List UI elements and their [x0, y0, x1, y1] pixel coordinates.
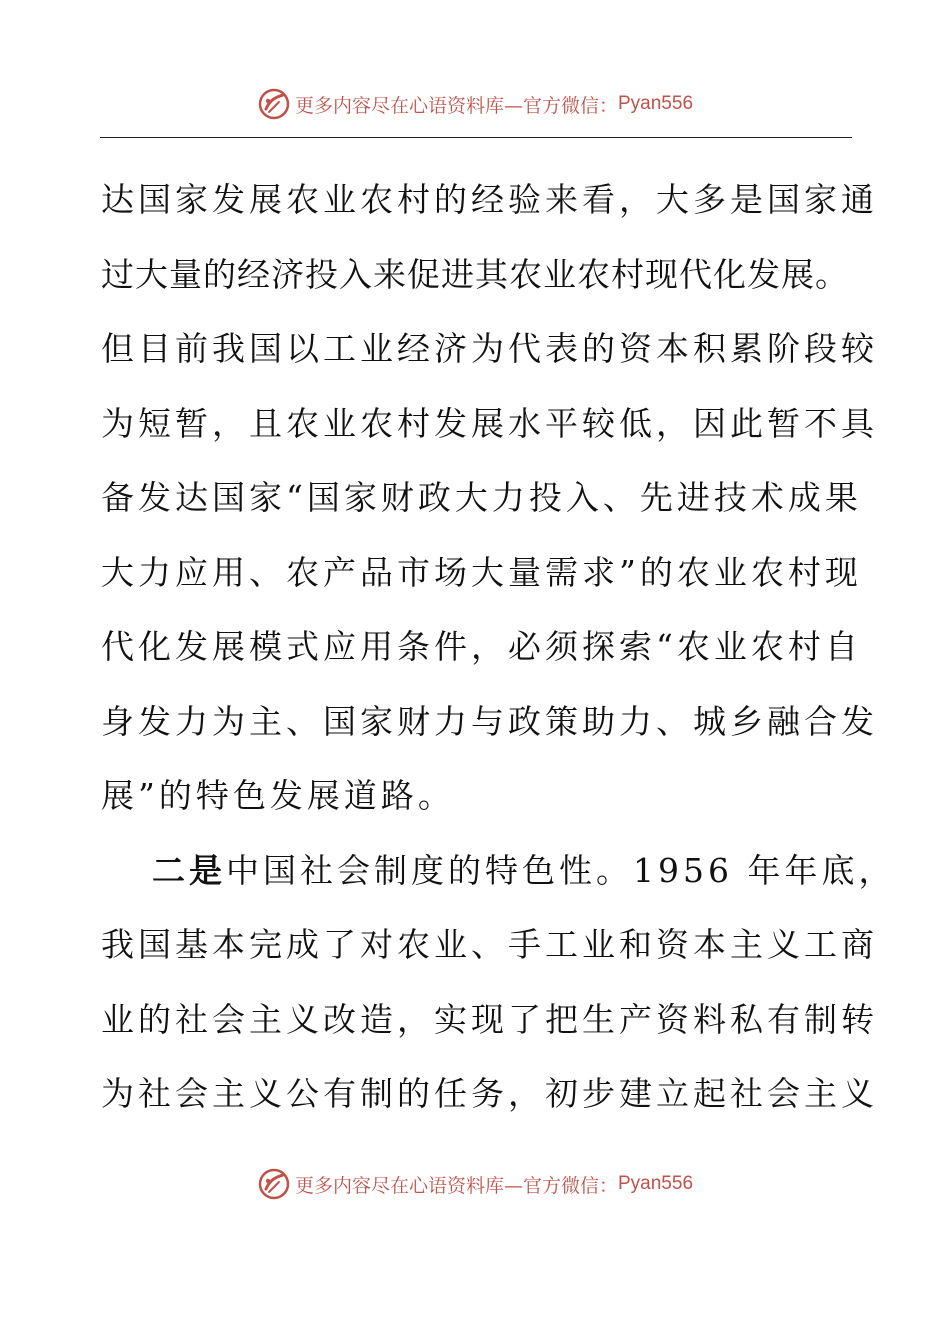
text-line: 为社会主义公有制的任务，初步建立起社会主义 [101, 1074, 878, 1113]
text-line: 但目前我国以工业经济为代表的资本积累阶段较 [101, 329, 878, 368]
text-line: 为短暂，且农业农村发展水平较低，因此暂不具 [101, 403, 878, 443]
text-line: 过大量的经济投入来促进其农业农村现代化发展。 [101, 254, 849, 294]
text-line: 我国基本完成了对农业、手工业和资本主义工商 [101, 925, 878, 964]
text-line: 达国家发展农业农村的经验来看，大多是国家通 [101, 180, 878, 219]
logo-icon [257, 1167, 291, 1201]
text-line: 大力应用、农产品市场大量需求”的农业农村现 [101, 552, 862, 592]
paragraph-lead-rest: 中国社会制度的特色性。1956 年年底， [226, 850, 896, 890]
header-banner-text: 更多内容尽在心语资料库—官方微信： [294, 94, 618, 117]
text-line: 业的社会主义改造，实现了把生产资料私有制转 [101, 999, 878, 1039]
header-divider [100, 137, 852, 138]
text-line: 备发达国家“国家财政大力投入、先进技术成果 [101, 478, 862, 517]
document-body [101, 163, 896, 1132]
paragraph-heading-line [101, 834, 896, 909]
paragraph-lead: 二是 [152, 850, 226, 890]
footer-banner-contact: Pyan556 [618, 1173, 694, 1194]
footer-banner [0, 1164, 950, 1204]
header-banner-contact: Pyan556 [618, 93, 694, 114]
text-line: 展”的特色发展道路。 [101, 776, 455, 815]
header-banner [0, 84, 950, 124]
logo-icon [257, 87, 291, 121]
text-line: 身发力为主、国家财力与政策助力、城乡融合发 [101, 701, 878, 741]
footer-banner-text: 更多内容尽在心语资料库—官方微信： [294, 1174, 618, 1197]
text-line: 代化发展模式应用条件，必须探索“农业农村自 [101, 627, 862, 666]
